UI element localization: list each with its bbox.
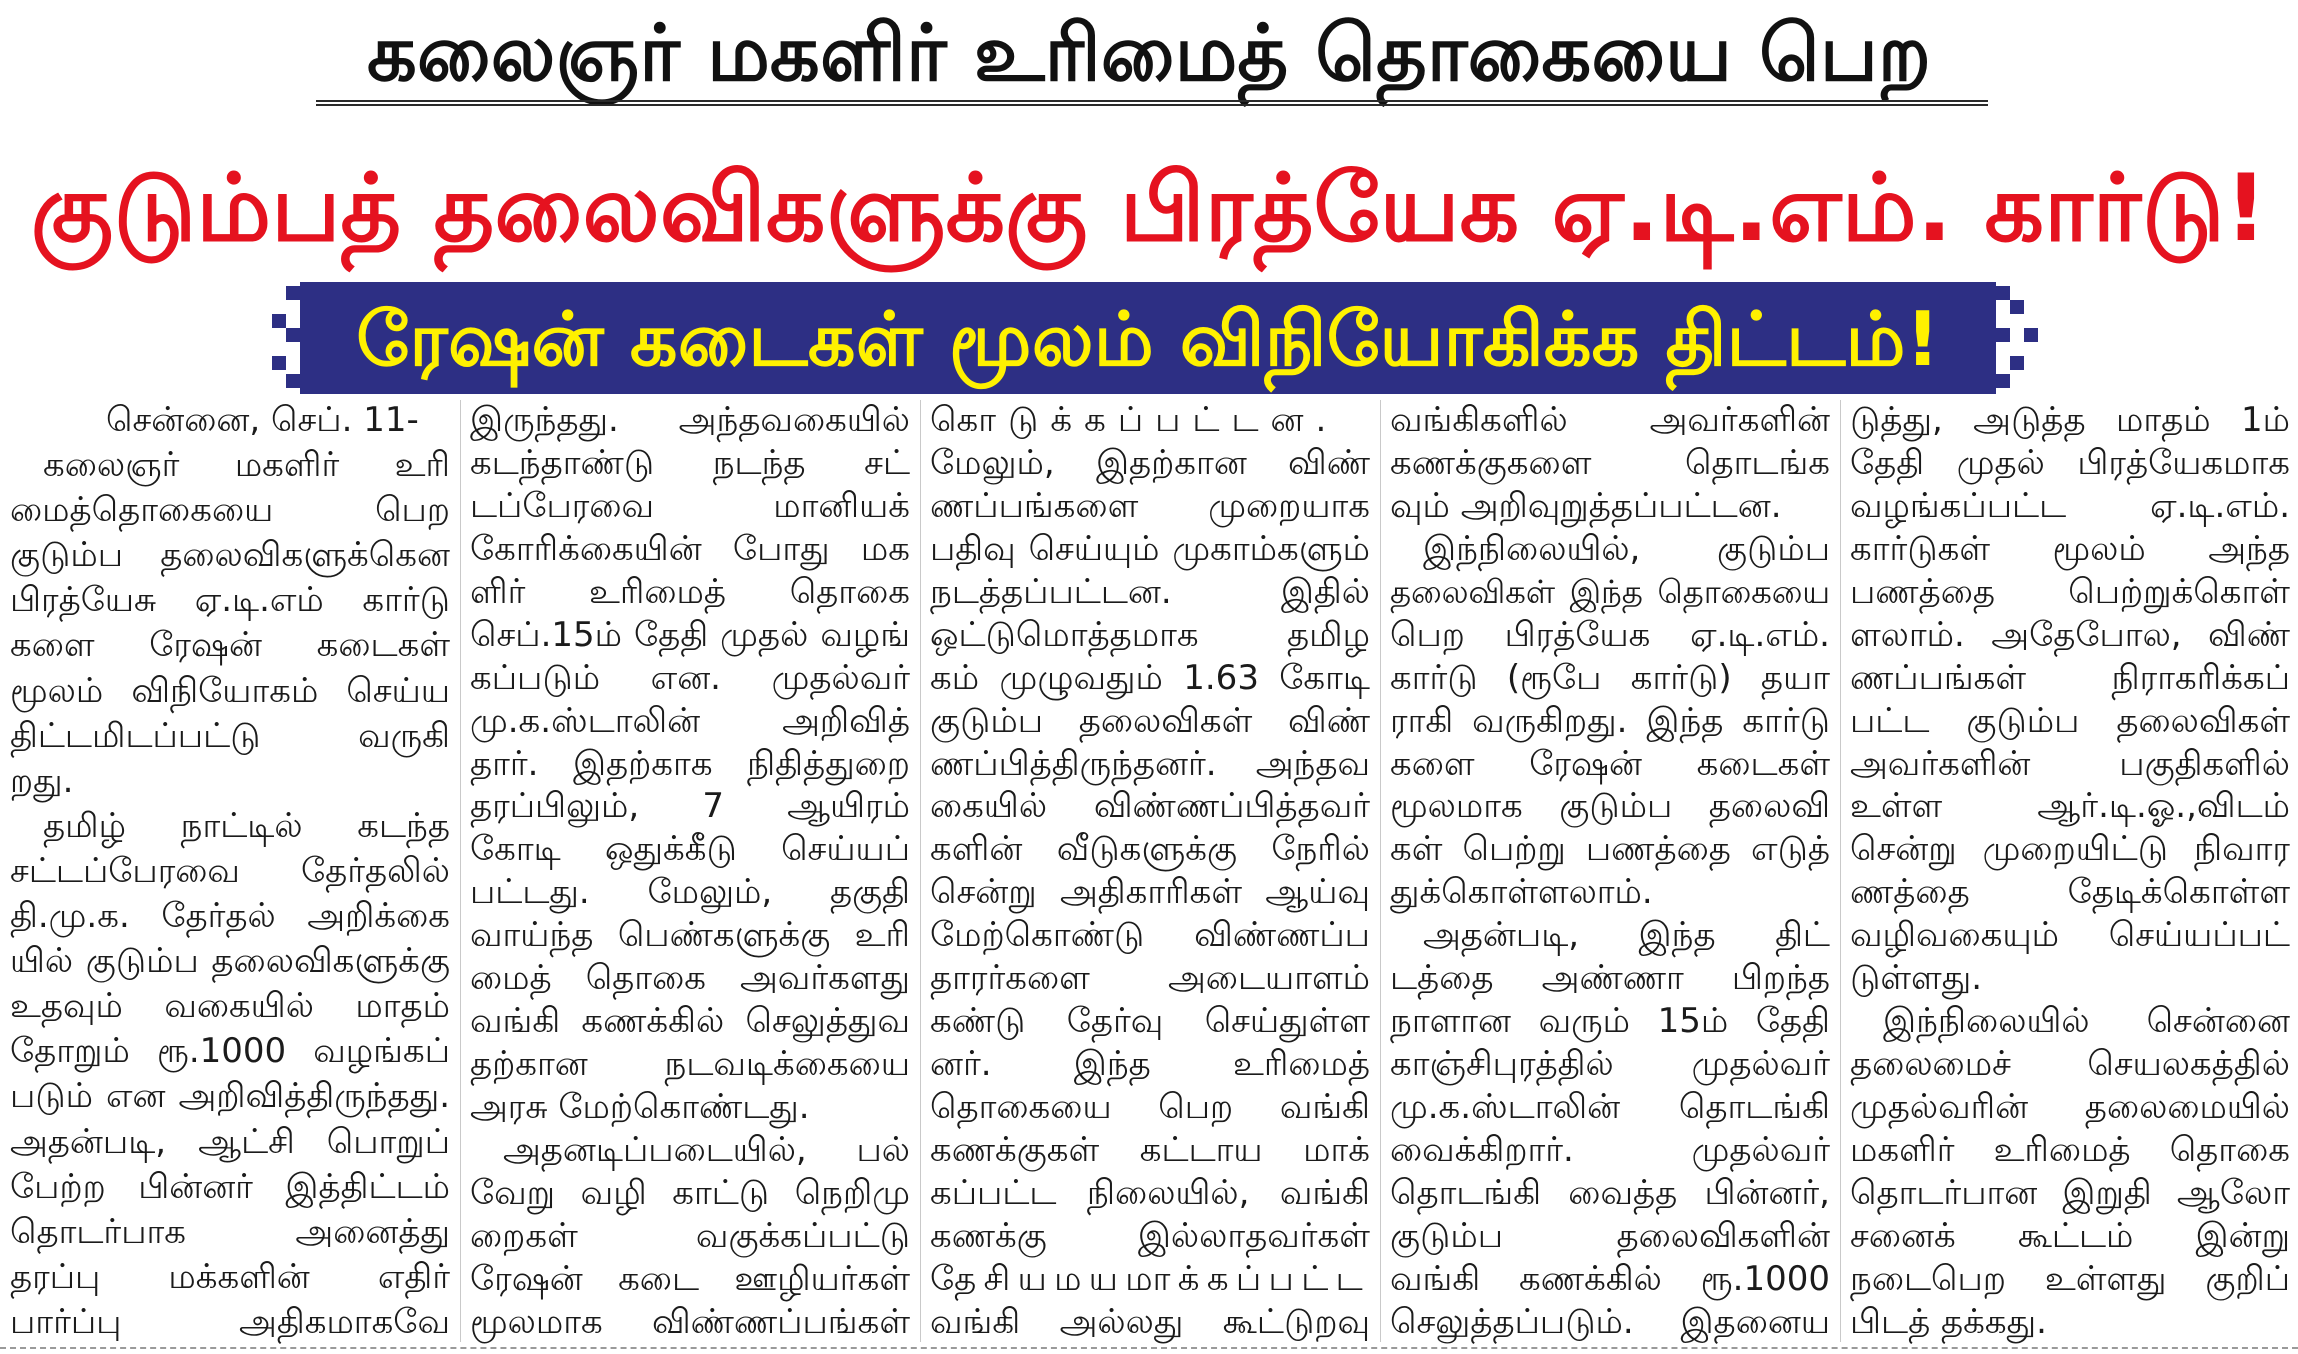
banner-decoration-square bbox=[1996, 286, 2010, 300]
article-line: அதன்படி, இந்த திட் bbox=[1423, 915, 1830, 956]
article-line: டுள்ளது. bbox=[1850, 958, 1982, 999]
banner-decoration-square bbox=[272, 314, 286, 328]
article-line: சட்டப்பேரவை தேர்தலில் bbox=[10, 850, 450, 891]
article-line: வழிவகையும் செய்யப்பட் bbox=[1850, 915, 2290, 956]
article-line: சென்று முறையிட்டு நிவார bbox=[1850, 829, 2290, 870]
article-line: கலைஞர் மகளிர் உரி bbox=[43, 445, 450, 486]
article-line: பிடத் தக்கது. bbox=[1850, 1301, 2047, 1342]
article-line: காஞ்சிபுரத்தில் முதல்வர் bbox=[1390, 1044, 1830, 1085]
subheadline-banner bbox=[300, 282, 1996, 394]
article-line: பட்டது. மேலும், தகுதி bbox=[470, 872, 910, 913]
article-line: நடைபெற உள்ளது குறிப் bbox=[1850, 1258, 2290, 1299]
article-line: தேசியமயமாக்கப்பட்ட bbox=[930, 1258, 1370, 1299]
article-line: வேறு வழி காட்டு நெறிமு bbox=[470, 1172, 910, 1213]
banner-decoration-square bbox=[2010, 300, 2024, 314]
article-line: நடத்தப்பட்டன. இதில் bbox=[930, 571, 1370, 612]
article-line: இந்நிலையில், குடும்ப bbox=[1423, 528, 1830, 569]
article-line: அதனடிப்படையில், பல் bbox=[503, 1129, 910, 1170]
article-line: ணத்தை தேடிக்கொள்ள bbox=[1850, 872, 2290, 913]
article-line: வழங்கப்பட்ட ஏ.டி.எம். bbox=[1850, 485, 2290, 526]
article-line: திட்டமிடப்பட்டு வருகி bbox=[10, 715, 450, 756]
article-line: பதிவு செய்யும் முகாம்களும் bbox=[930, 528, 1370, 569]
article-line: தற்கான நடவடிக்கையை bbox=[470, 1044, 910, 1085]
banner-decoration-square bbox=[286, 328, 300, 342]
article-line: களை ரேஷன் கடைகள் bbox=[10, 625, 450, 666]
article-line: பெற பிரத்யேக ஏ.டி.எம். bbox=[1390, 614, 1830, 655]
article-line: உதவும் வகையில் மாதம் bbox=[10, 986, 450, 1027]
article-line: குடும்ப தலைவிகளுக்கென bbox=[10, 535, 450, 576]
article-column bbox=[470, 400, 910, 1342]
article-line: வங்கி கணக்கில் செலுத்துவ bbox=[470, 1001, 910, 1042]
article-line: கம் முழுவதும் 1.63 கோடி bbox=[930, 657, 1370, 698]
article-line: சனைக் கூட்டம் இன்று bbox=[1850, 1215, 2290, 1256]
article-line: மு.க.ஸ்டாலின் அறிவித் bbox=[470, 700, 910, 741]
article-line: தொடர்பான இறுதி ஆலோ bbox=[1850, 1172, 2290, 1213]
subheadline-text: ரேஷன் கடைகள் மூலம் விநியோகிக்க திட்டம்! bbox=[356, 296, 1940, 383]
article-line: வங்கி கணக்கில் ரூ.1000 bbox=[1390, 1258, 1830, 1299]
article-line: மைத் தொகை அவர்களது bbox=[470, 958, 910, 999]
article-line: கப்படும் என. முதல்வர் bbox=[470, 657, 910, 698]
article-line: வங்கி அல்லது கூட்டுறவு bbox=[930, 1301, 1370, 1342]
article-line: ணப்பித்திருந்தனர். அந்தவ bbox=[930, 743, 1370, 784]
article-line: தொகையை பெற வங்கி bbox=[930, 1087, 1370, 1127]
banner-decoration-square bbox=[1996, 374, 2010, 388]
article-line: வங்கிகளில் அவர்களின் bbox=[1390, 400, 1830, 440]
kicker-headline bbox=[309, 8, 1989, 100]
article-line: நாளான வரும் 15ம் தேதி bbox=[1390, 1001, 1830, 1042]
article-line: மூலமாக குடும்ப தலைவி bbox=[1390, 786, 1830, 827]
article-line: தேதி முதல் பிரத்யேகமாக bbox=[1850, 442, 2290, 483]
article-line: மு.க.ஸ்டாலின் தொடங்கி bbox=[1390, 1087, 1830, 1127]
article-line: கணக்குகளை தொடங்க bbox=[1390, 442, 1830, 483]
article-line: டத்தை அண்ணா பிறந்த bbox=[1390, 958, 1830, 999]
article-line: செப்.15ம் தேதி முதல் வழங் bbox=[470, 614, 910, 655]
article-line: மூலம் விநியோகம் செய்ய bbox=[10, 670, 450, 711]
article-line: ஒட்டுமொத்தமாக தமிழ bbox=[930, 614, 1370, 655]
article-line: கண்டு தேர்வு செய்துள்ள bbox=[930, 1001, 1370, 1042]
article-line: கையில் விண்ணப்பித்தவர் bbox=[930, 786, 1370, 827]
article-line: தி.மு.க. தேர்தல் அறிக்கை bbox=[10, 896, 450, 937]
banner-decoration-square bbox=[286, 286, 300, 300]
article-line: செலுத்தப்படும். இதனைய bbox=[1390, 1301, 1830, 1342]
kicker-text: கலைஞர் மகளிர் உரிமைத் தொகையை பெற bbox=[366, 9, 1932, 99]
article-column bbox=[1390, 400, 1830, 1342]
article-line: வாய்ந்த பெண்களுக்கு உரி bbox=[470, 915, 910, 956]
article-line: றது. bbox=[10, 760, 74, 801]
article-line: ணப்பங்களை முறையாக bbox=[930, 485, 1370, 526]
article-column bbox=[930, 400, 1370, 1342]
article-line: துக்கொள்ளலாம். bbox=[1390, 872, 1653, 913]
article-line: ரேஷன் கடை ஊழியர்கள் bbox=[470, 1258, 910, 1299]
article-line: தொடங்கி வைத்த பின்னர், bbox=[1390, 1172, 1830, 1213]
article-line: பேற்ற பின்னர் இத்திட்டம் bbox=[10, 1166, 450, 1207]
article-line: கார்டுகள் மூலம் அந்த bbox=[1850, 528, 2290, 569]
article-line: முதல்வரின் தலைமையில் bbox=[1850, 1087, 2290, 1127]
article-line: படும் என அறிவித்திருந்தது. bbox=[10, 1076, 450, 1117]
article-line: மைத்தொகையை பெற bbox=[10, 490, 450, 531]
article-line: களின் வீடுகளுக்கு நேரில் bbox=[930, 829, 1370, 870]
article-line: யில் குடும்ப தலைவிகளுக்கு bbox=[10, 941, 450, 982]
article-line: கோடி ஒதுக்கீடு செய்யப் bbox=[470, 829, 910, 870]
article-line: தரப்பு மக்களின் எதிர் bbox=[10, 1256, 450, 1297]
article-column bbox=[10, 400, 450, 1342]
article-line: உள்ள ஆர்.டி.ஓ.,விடம் bbox=[1850, 786, 2290, 827]
article-line: மகளிர் உரிமைத் தொகை bbox=[1850, 1129, 2290, 1170]
article-line: மேலும், இதற்கான விண் bbox=[930, 442, 1370, 483]
main-headline bbox=[8, 112, 2290, 276]
banner-decoration-square bbox=[286, 374, 300, 388]
kicker-underline bbox=[316, 100, 1988, 106]
article-line: வும் அறிவுறுத்தப்பட்டன. bbox=[1390, 485, 1782, 526]
article-line: பிரத்யேசு ஏ.டி.எம் கார்டு bbox=[10, 580, 450, 621]
article-line: பார்ப்பு அதிகமாகவே bbox=[10, 1301, 450, 1342]
clipping-bottom-border bbox=[0, 1347, 2298, 1349]
banner-decoration-square bbox=[2024, 328, 2038, 342]
article-line: டப்பேரவை மானியக் bbox=[470, 485, 910, 526]
article-line: அவர்களின் பகுதிகளில் bbox=[1850, 743, 2290, 784]
main-headline-text: குடும்பத் தலைவிகளுக்கு பிரத்யேக ஏ.டி.எம். கார்டு! bbox=[30, 154, 2268, 262]
article-line: வைக்கிறார். முதல்வர் bbox=[1390, 1129, 1830, 1170]
article-line: கடந்தாண்டு நடந்த சட் bbox=[470, 442, 910, 483]
article-line: றைகள் வகுக்கப்பட்டு bbox=[470, 1215, 910, 1256]
article-line: பணத்தை பெற்றுக்கொள் bbox=[1850, 571, 2290, 612]
banner-decoration-square bbox=[2010, 356, 2024, 370]
article-line: தமிழ் நாட்டில் கடந்த bbox=[43, 805, 450, 846]
article-column bbox=[1850, 400, 2290, 1342]
banner-decoration-square bbox=[272, 356, 286, 370]
article-line: அதன்படி, ஆட்சி பொறுப் bbox=[10, 1121, 450, 1162]
article-line: குடும்ப தலைவிகள் விண் bbox=[930, 700, 1370, 741]
banner-decoration-square bbox=[1996, 328, 2010, 342]
article-line: கணக்கு இல்லாதவர்கள் bbox=[930, 1215, 1370, 1256]
dateline: சென்னை, செப். 11- bbox=[106, 400, 419, 440]
article-line: ணப்பங்கள் நிராகரிக்கப் bbox=[1850, 657, 2290, 698]
article-line: தலைமைச் செயலகத்தில் bbox=[1850, 1044, 2290, 1085]
article-line: கள் பெற்று பணத்தை எடுத் bbox=[1390, 829, 1830, 870]
article-line: இருந்தது. அந்தவகையில் bbox=[470, 400, 910, 440]
article-line: அரசு மேற்கொண்டது. bbox=[470, 1087, 810, 1127]
article-line: தலைவிகள் இந்த தொகையை bbox=[1390, 572, 1830, 611]
article-line: களை ரேஷன் கடைகள் bbox=[1390, 743, 1830, 784]
article-line: னர். இந்த உரிமைத் bbox=[930, 1044, 1370, 1085]
article-line: மூலமாக விண்ணப்பங்கள் bbox=[470, 1301, 910, 1342]
article-line: கணக்குகள் கட்டாய மாக் bbox=[930, 1129, 1370, 1170]
article-body bbox=[10, 400, 2290, 1342]
article-line: ராகி வருகிறது. இந்த கார்டு bbox=[1390, 700, 1830, 741]
article-line: கார்டு (ரூபே கார்டு) தயா bbox=[1390, 657, 1830, 698]
article-line: ளிர் உரிமைத் தொகை bbox=[470, 571, 910, 612]
article-line: தரப்பிலும், 7 ஆயிரம் bbox=[470, 786, 910, 827]
article-line: ளலாம். அதேபோல, விண் bbox=[1850, 614, 2290, 655]
article-line: மேற்கொண்டு விண்ணப்ப bbox=[930, 915, 1370, 956]
article-line: சென்று அதிகாரிகள் ஆய்வு bbox=[930, 872, 1370, 913]
article-line: கப்பட்ட நிலையில், வங்கி bbox=[930, 1172, 1370, 1213]
article-line: தொடர்பாக அனைத்து bbox=[10, 1211, 450, 1252]
article-line: குடும்ப தலைவிகளின் bbox=[1390, 1215, 1830, 1256]
article-line: கொடுக்கப்பட்டன. bbox=[930, 400, 1339, 440]
article-line: கோரிக்கையின் போது மக bbox=[470, 528, 910, 569]
article-line: பட்ட குடும்ப தலைவிகள் bbox=[1850, 700, 2290, 741]
article-line: இந்நிலையில் சென்னை bbox=[1883, 1001, 2290, 1042]
article-line: டுத்து, அடுத்த மாதம் 1ம் bbox=[1850, 400, 2290, 440]
article-line: தார். இதற்காக நிதித்துறை bbox=[470, 743, 910, 784]
subheadline-box bbox=[340, 282, 1956, 394]
article-line: தாரர்களை அடையாளம் bbox=[930, 958, 1370, 999]
article-line: தோறும் ரூ.1000 வழங்கப் bbox=[10, 1031, 450, 1072]
